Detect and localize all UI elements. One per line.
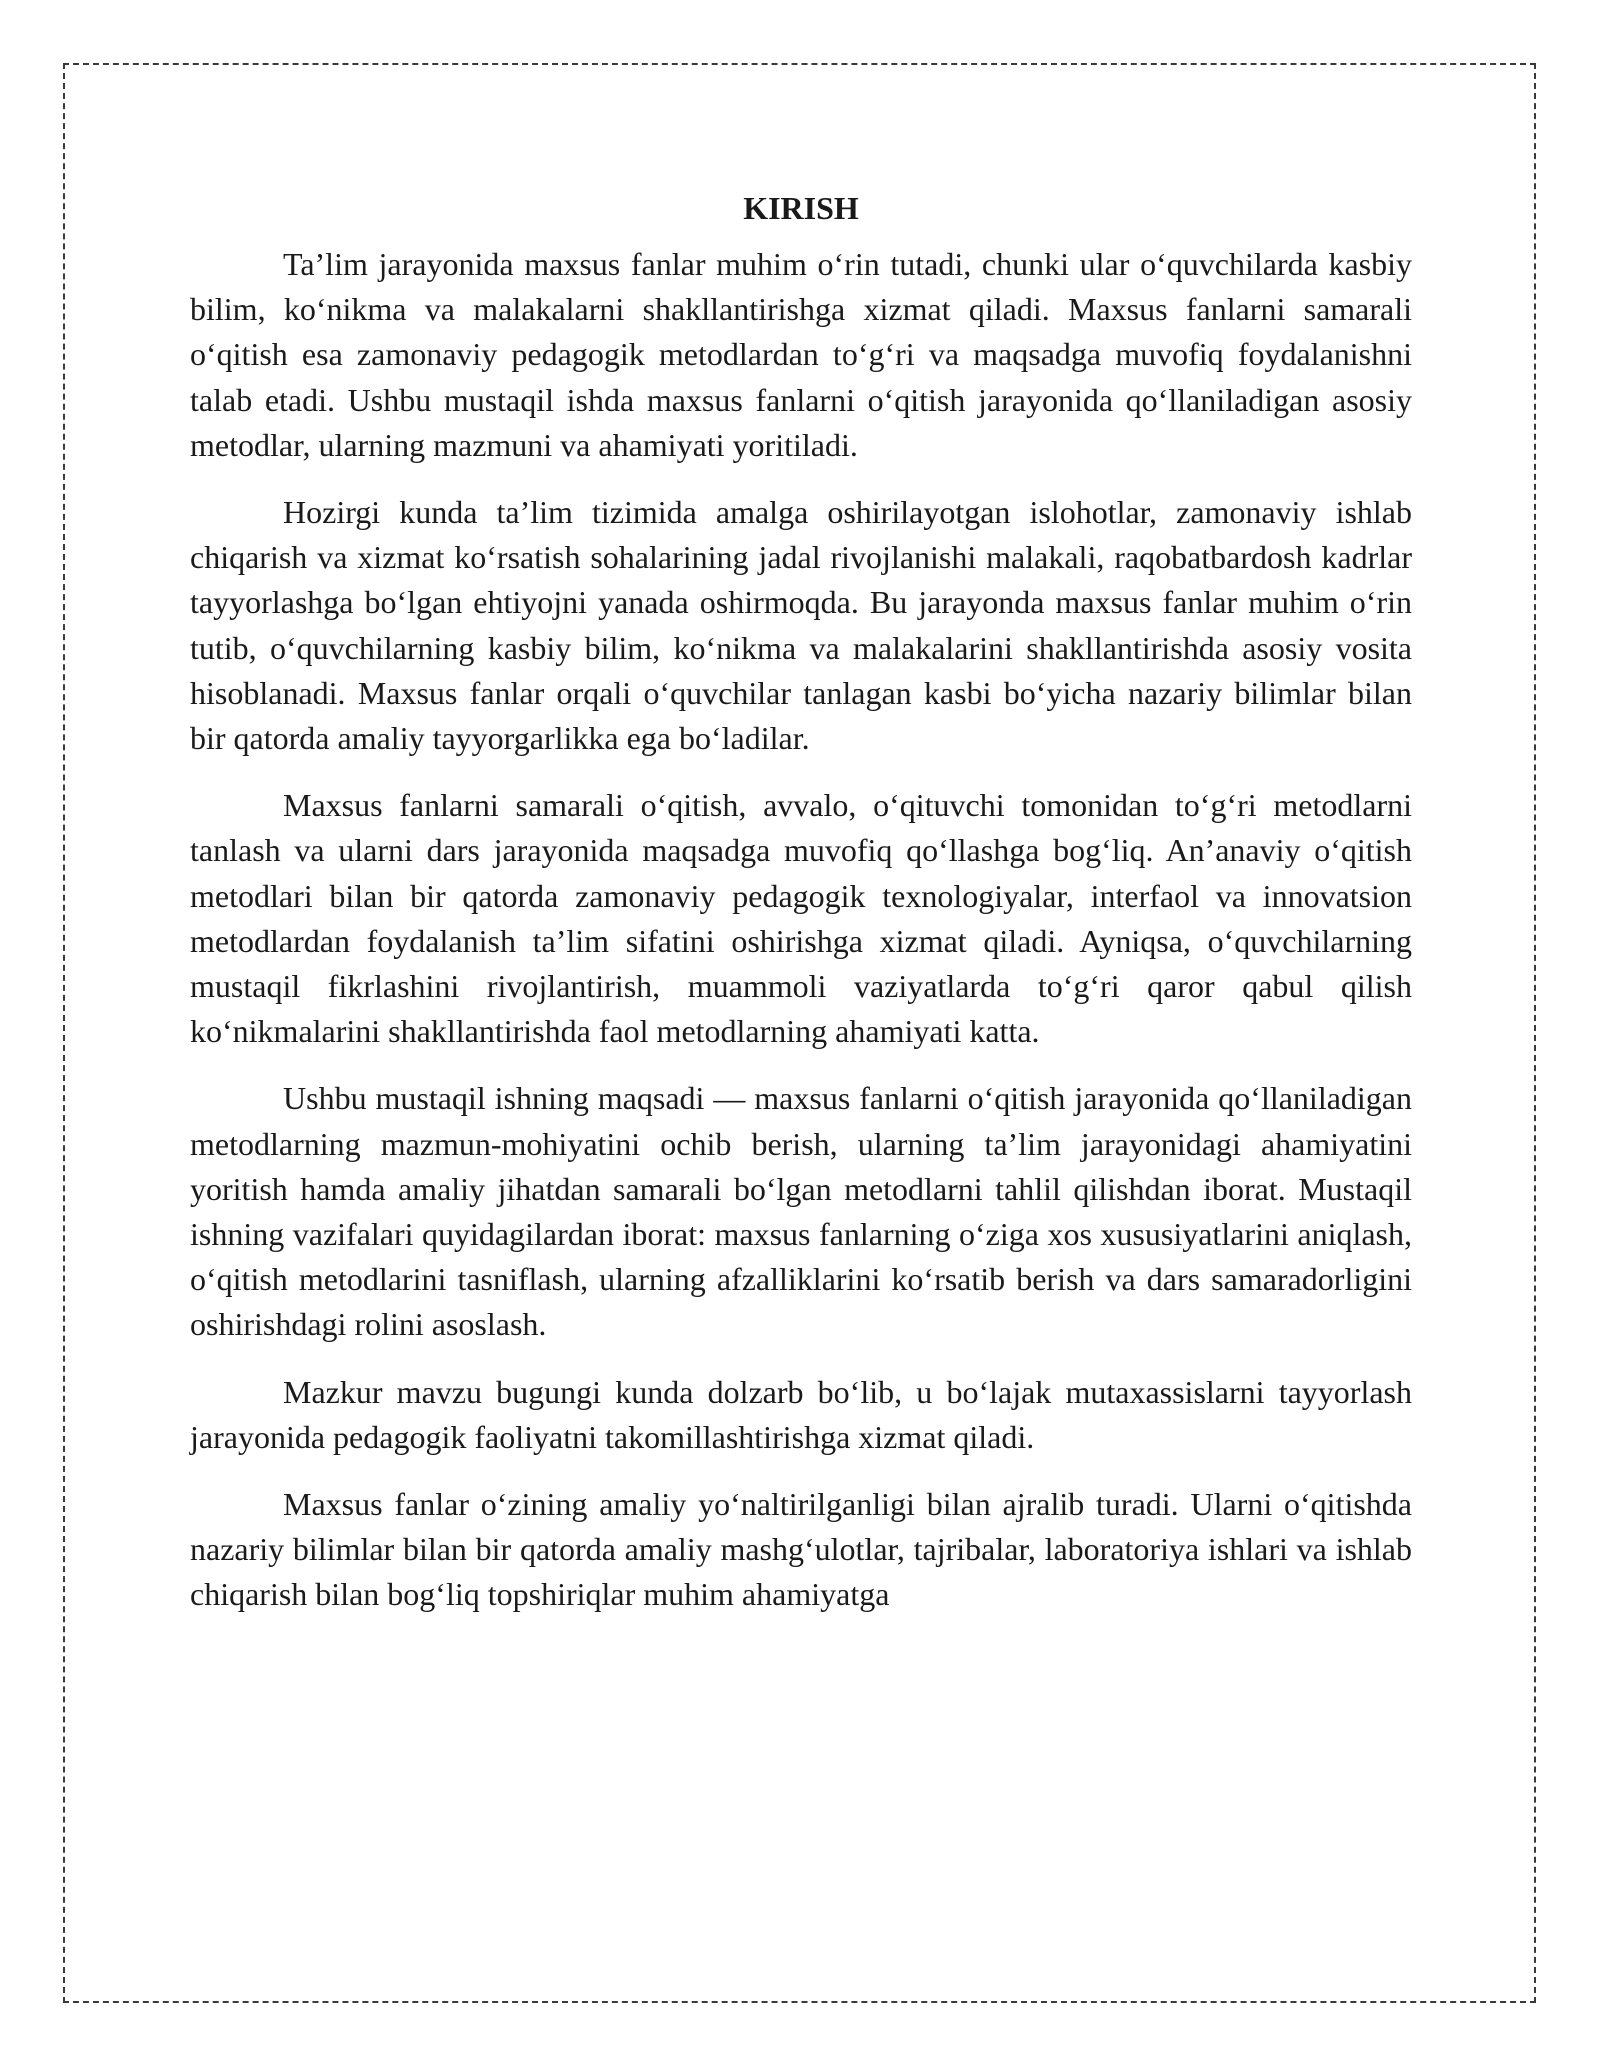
paragraph-3: Maxsus fanlarni samarali o‘qitish, avvalo, o‘qituvchi tomonidan to‘g‘ri metodlarni tanlash va ularni dars jarayonida maqsadga muvofiq qo‘llashga bog‘liq. An’anaviy o‘qitish metodlari bilan bir qatorda zamonaviy pedagogik texnologiyalar, interfaol va innovatsion metodlardan foydalanish ta’lim sifatini oshirishga xizmat qiladi. Ayniqsa, o‘quvchilarning mustaqil fikrlashini rivojlantirish, muammoli vaziyatlarda to‘g‘ri qaror qabul qilish ko‘nikmalarini shakllantirishda faol metodlarning ahamiyati katta. <box>190 787 1412 1050</box>
paragraph-4: Ushbu mustaqil ishning maqsadi — maxsus fanlarni o‘qitish jarayonida qo‘llaniladigan metodlarning mazmun-mohiyatini ochib berish, ularning ta’lim jarayonidagi ahamiyatini yoritish hamda amaliy jihatdan samarali bo‘lgan metodlarni tahlil qilishdan iborat. Mustaqil ishning vazifalari quyidagilardan iborat: maxsus fanlarning o‘ziga xos xususiyatlarini aniqlash, o‘qitish metodlarini tasniflash, ularning afzalliklarini ko‘rsatib berish va dars samaradorligini oshirishdagi rolini asoslash. <box>190 1080 1412 1343</box>
document-body <box>190 186 1412 1618</box>
paragraph-5: Mazkur mavzu bugungi kunda dolzarb bo‘lib, u bo‘lajak mutaxassislarni tayyorlash jarayonida pedagogik faoliyatni takomillashtirishga xizmat qiladi. <box>190 1373 1412 1455</box>
document-title: KIRISH <box>743 190 859 226</box>
paragraph-6: Maxsus fanlar o‘zining amaliy yo‘naltirilganligi bilan ajralib turadi. Ularni o‘qitishda nazariy bilimlar bilan bir qatorda amaliy mashg‘ulotlar, tajribalar, laboratoriya ishlari va ishlab chiqarish bilan bog‘liq topshiriqlar muhim ahamiyatga <box>190 1486 1412 1613</box>
paragraph-1: Ta’lim jarayonida maxsus fanlar muhim o‘rin tutadi, chunki ular o‘quvchilarda kasbiy bilim, ko‘nikma va malakalarni shakllantirishga xizmat qiladi. Maxsus fanlarni samarali o‘qitish esa zamonaviy pedagogik metodlardan to‘g‘ri va maqsadga muvofiq foydalanishni talab etadi. Ushbu mustaqil ishda maxsus fanlarni o‘qitish jarayonida qo‘llaniladigan asosiy metodlar, ularning mazmuni va ahamiyati yoritiladi. <box>190 246 1412 463</box>
paragraph-2: Hozirgi kunda ta’lim tizimida amalga oshirilayotgan islohotlar, zamonaviy ishlab chiqarish va xizmat ko‘rsatish sohalarining jadal rivojlanishi malakali, raqobatbardosh kadrlar tayyorlashga bo‘lgan ehtiyojni yanada oshirmoqda. Bu jarayonda maxsus fanlar muhim o‘rin tutib, o‘quvchilarning kasbiy bilim, ko‘nikma va malakalarini shakllantirishda asosiy vosita hisoblanadi. Maxsus fanlar orqali o‘quvchilar tanlagan kasbi bo‘yicha nazariy bilimlar bilan bir qatorda amaliy tayyorgarlikka ega bo‘ladilar. <box>190 494 1412 757</box>
